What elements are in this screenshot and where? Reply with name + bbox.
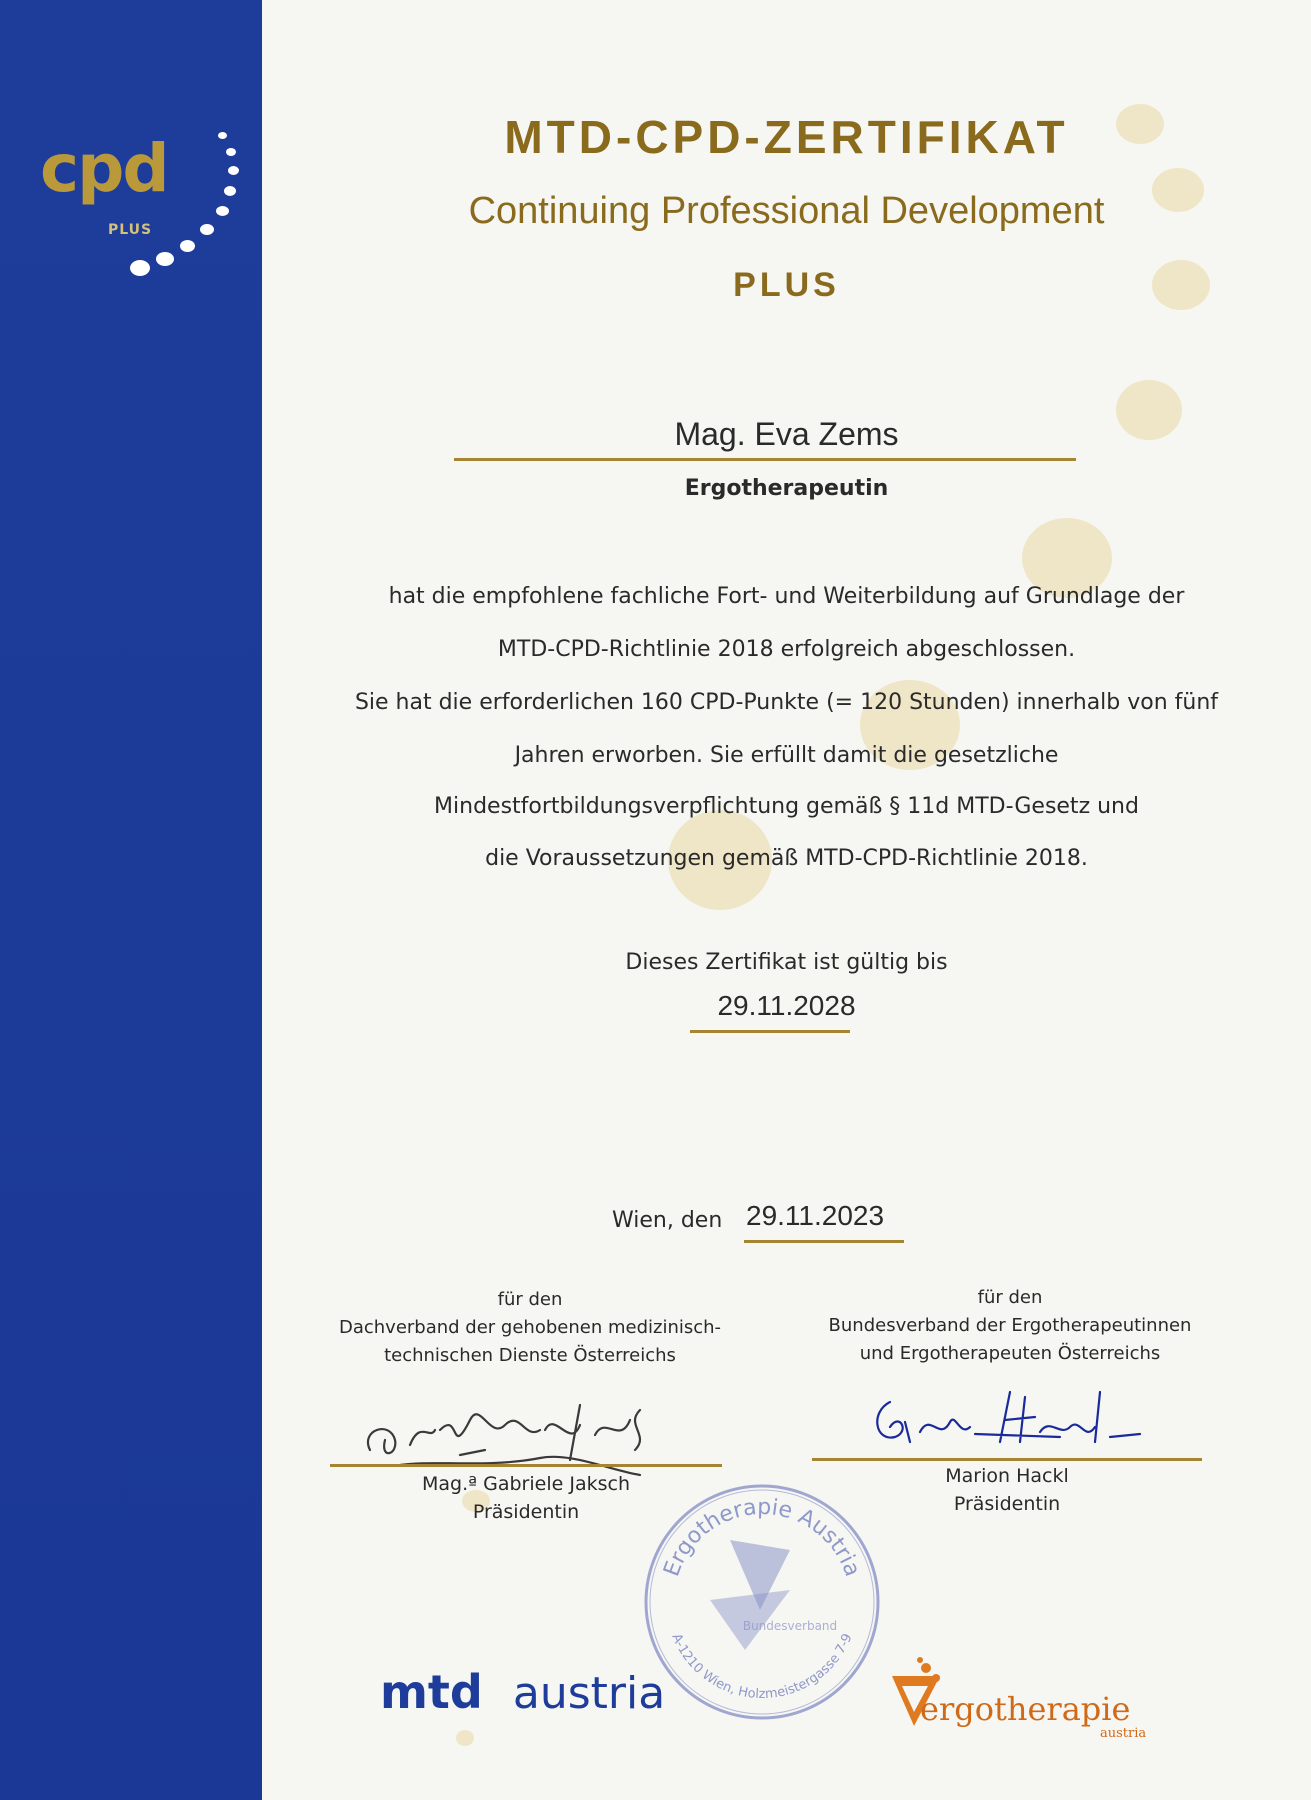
logo-dot-icon — [218, 132, 227, 139]
certificate-title: MTD-CPD-ZERTIFIKAT — [504, 111, 1069, 163]
body-line: hat die empfohlene fachliche Fort- und Weiterbildung auf Grundlage der — [388, 584, 1185, 609]
signatory-right-org — [780, 1284, 1240, 1368]
signatory-left-org-line2: technischen Dienste Österreichs — [384, 1345, 676, 1366]
signatory-right-org-line2: und Ergotherapeuten Österreichs — [859, 1343, 1161, 1364]
svg-text:A-1210 Wien, Holzmeistergasse: A-1210 Wien, Holzmeistergasse 7-9 — [668, 1631, 856, 1703]
logo-dot-icon — [200, 224, 214, 235]
signature-right — [860, 1382, 1160, 1462]
certificate-subtitle: Continuing Professional Development — [468, 190, 1105, 232]
ergotherapie-logo-text: ergotherapie — [920, 1690, 1131, 1728]
issue-place: Wien, den — [612, 1208, 723, 1233]
validity-date: 29.11.2028 — [717, 990, 856, 1021]
validity-underline — [690, 1030, 850, 1033]
logo-dot-icon — [228, 166, 239, 175]
signatory-right-role: Präsidentin — [953, 1493, 1061, 1515]
logo-dot-icon — [216, 206, 229, 216]
signatory-left-org-line1: Dachverband der gehobenen medizinisch- — [338, 1317, 722, 1338]
logo-dot-icon — [224, 186, 236, 196]
signature-right-line — [812, 1458, 1202, 1461]
signatory-right-for: für den — [977, 1287, 1043, 1308]
cpd-plus-logo — [40, 130, 240, 290]
logo-dot-icon — [226, 148, 236, 156]
certificate-plus: PLUS — [733, 266, 840, 304]
mtd-austria-logo — [380, 1665, 665, 1719]
name-underline — [454, 458, 1076, 461]
issue-date: 29.11.2023 — [746, 1200, 885, 1231]
cpd-logo-text: cpd — [40, 130, 168, 207]
body-line: MTD-CPD-Richtlinie 2018 erfolgreich abgeschlossen. — [497, 637, 1076, 662]
sidebar-band — [0, 0, 262, 1800]
mtd-logo-bold: mtd — [380, 1665, 483, 1719]
signatory-left-org — [300, 1286, 760, 1370]
recipient-profession: Ergotherapeutin — [684, 476, 889, 501]
svg-text:Bundesverband: Bundesverband — [742, 1619, 838, 1633]
signatory-left-name: Mag.ª Gabriele Jaksch — [422, 1473, 630, 1495]
logo-dot-icon — [156, 252, 174, 266]
recipient-name: Mag. Eva Zems — [674, 416, 899, 452]
signatory-left-role: Präsidentin — [472, 1501, 580, 1523]
logo-dot-icon — [130, 260, 150, 276]
body-line: Jahren erworben. Sie erfüllt damit die gesetzliche — [514, 743, 1059, 768]
cpd-logo-plus: PLUS — [108, 222, 153, 238]
ergotherapie-logo-sub: austria — [1100, 1726, 1147, 1741]
logo-dot-icon — [180, 240, 195, 252]
issue-date-underline — [744, 1240, 904, 1243]
svg-text:Ergotherapie Austria: Ergotherapie Austria — [659, 1494, 865, 1580]
signature-left-line — [330, 1464, 722, 1467]
ergotherapie-austria-stamp — [640, 1480, 884, 1724]
signatory-right-org-line1: Bundesverband der Ergotherapeutinnen — [828, 1315, 1192, 1336]
body-line: die Voraussetzungen gemäß MTD-CPD-Richtlinie 2018. — [485, 846, 1088, 871]
signatory-right-name: Marion Hackl — [945, 1465, 1069, 1487]
signatory-left-for: für den — [497, 1289, 563, 1310]
validity-label: Dieses Zertifikat ist gültig bis — [625, 950, 948, 975]
body-line: Sie hat die erforderlichen 160 CPD-Punkte (= 120 Stunden) innerhalb von fünf — [354, 690, 1219, 715]
body-line: Mindestfortbildungsverpflichtung gemäß § 11d MTD-Gesetz und — [434, 794, 1139, 819]
mtd-logo-light: austria — [512, 1668, 666, 1719]
